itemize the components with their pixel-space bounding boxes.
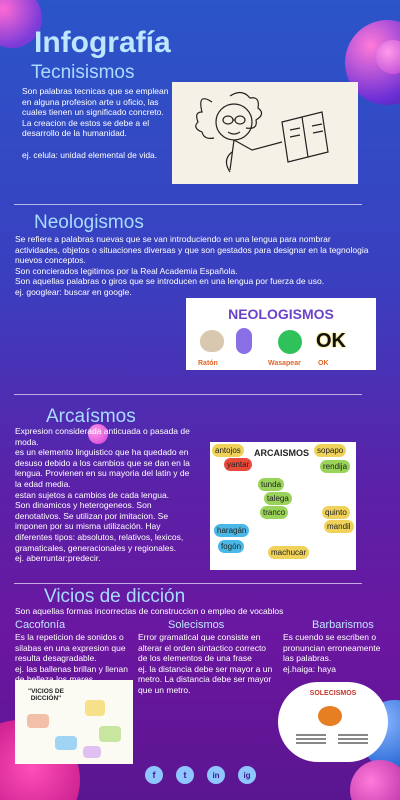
section-divider [14, 204, 362, 205]
neologismos-image-title: NEOLOGISMOS [228, 306, 334, 322]
facebook-icon[interactable]: f [145, 766, 163, 784]
twitter-icon[interactable]: t [176, 766, 194, 784]
cacofonia-text: Es la repeticion de sonidos o silabas en una expresion que resulta desagradable. ej. las ballenas brillan y llenan [15, 632, 128, 674]
computer-mouse-icon [236, 328, 252, 354]
word-bubble: yantar [224, 458, 252, 471]
arcaismos-illustration [210, 442, 356, 570]
word-bubble: tranco [260, 506, 288, 519]
solecismos-illustration [278, 682, 388, 762]
word-bubble: fogón [218, 540, 244, 553]
ok-icon: OK [316, 330, 346, 352]
vicios-intro: Son aquellas formas incorrectas de construccion o empleo de vocablos [15, 606, 284, 616]
neologismo-word-raton: Ratón [198, 360, 218, 367]
word-bubble: machucar [268, 546, 309, 559]
vicios-diccion-illustration [15, 680, 133, 764]
diagram-node [83, 746, 101, 758]
section-heading-arcaismos: Arcaísmos [46, 406, 136, 427]
word-bubble: quinto [322, 506, 350, 519]
tecnisismos-illustration [172, 82, 358, 184]
word-bubble: talega [264, 492, 292, 505]
text-lines [296, 734, 326, 736]
arcaismos-image-title: ARCAISMOS [254, 448, 310, 458]
word-bubble: antojos [212, 444, 244, 457]
instagram-icon[interactable]: ig [238, 766, 256, 784]
word-bubble: tunda [258, 478, 284, 491]
decor-bubble [350, 760, 400, 800]
section-heading-tecnisismos: Tecnisismos [31, 62, 135, 83]
subheading-solecismos: Solecismos [168, 619, 225, 631]
diagram-node [85, 700, 105, 716]
linkedin-icon[interactable]: in [207, 766, 225, 784]
neologismos-illustration [186, 298, 376, 370]
vicios-image-title: "VICIOS DE DICCIÓN" [28, 688, 64, 702]
subheading-cacofonia: Cacofonía [15, 619, 66, 631]
diagram-node [55, 736, 77, 750]
whatsapp-icon [278, 330, 302, 354]
arcaismos-text: Expresion considerada anticuada o pasada de moda. es un elemento linguistico que ha quedado en desuso debido a los cambios que se dan en la lengua. Provienen en su mayoria del latin y de la edad media. estan sujetos a cambios de cada lengua. Son dinamicos y heterogeneos. Son denotativos. Se utilizan por imitacion. Se imponen por su misma utilización. Hay diferentes tipos: absolutos, relativos, lexicos, gramaticales, generacionales y regionales. ej. aberruntar:predecir. [15, 426, 190, 564]
word-bubble: haragán [214, 524, 249, 537]
subheading-barbarismos: Barbarismos [312, 619, 374, 631]
mouse-icon [200, 330, 224, 352]
text-lines [338, 734, 368, 736]
diagram-node [27, 714, 49, 728]
barbarismos-text: Es cuendo se escriben o pronuncian erroneamente las palabras. ej.haiga: haya [283, 632, 381, 674]
neologismo-word-wasapear: Wasapear [268, 360, 301, 367]
neologismo-word-ok: OK [318, 360, 329, 367]
section-heading-neologismos: Neologismos [34, 212, 144, 233]
word-bubble: rendija [320, 460, 350, 473]
section-divider [14, 394, 362, 395]
section-heading-vicios: Vicios de dicción [44, 586, 186, 607]
neologismos-text: Se refiere a palabras nuevas que se van introduciendo en una lengua para nombrar actividades, objetos o situaciones diversas y que son gestados para designar en la tegnologia nuevos conceptos. Son concierados legitimos por la Real Academia Española. Son aquellas palabras o giros que se introducen en una lengua por fuerza de uso. ej. googlear: buscar en google. [15, 234, 369, 297]
word-bubble: mandil [324, 520, 354, 533]
diagram-node [99, 726, 121, 742]
solecismos-image-title: SOLECISMOS [309, 690, 357, 697]
page-title: Infografía [34, 26, 171, 59]
word-bubble: sopapo [314, 444, 346, 457]
section-divider [14, 583, 362, 584]
solecismos-text: Error gramatical que consiste en alterar el orden sintactico correcto de los elementos de una frase ej. la distancia debe ser mayor a un metro. La distancia debe ser mayor que un metro. [138, 632, 273, 695]
tecnisismos-text: Son palabras tecnicas que se emplean en alguna profesion arte u oficio, las cuales tienen un significado concreto. La creacion de estos se debe a el desarrollo de la humanidad. ej. celula: unidad elemental de vida. [22, 86, 169, 160]
pumpkin-icon [318, 706, 342, 726]
